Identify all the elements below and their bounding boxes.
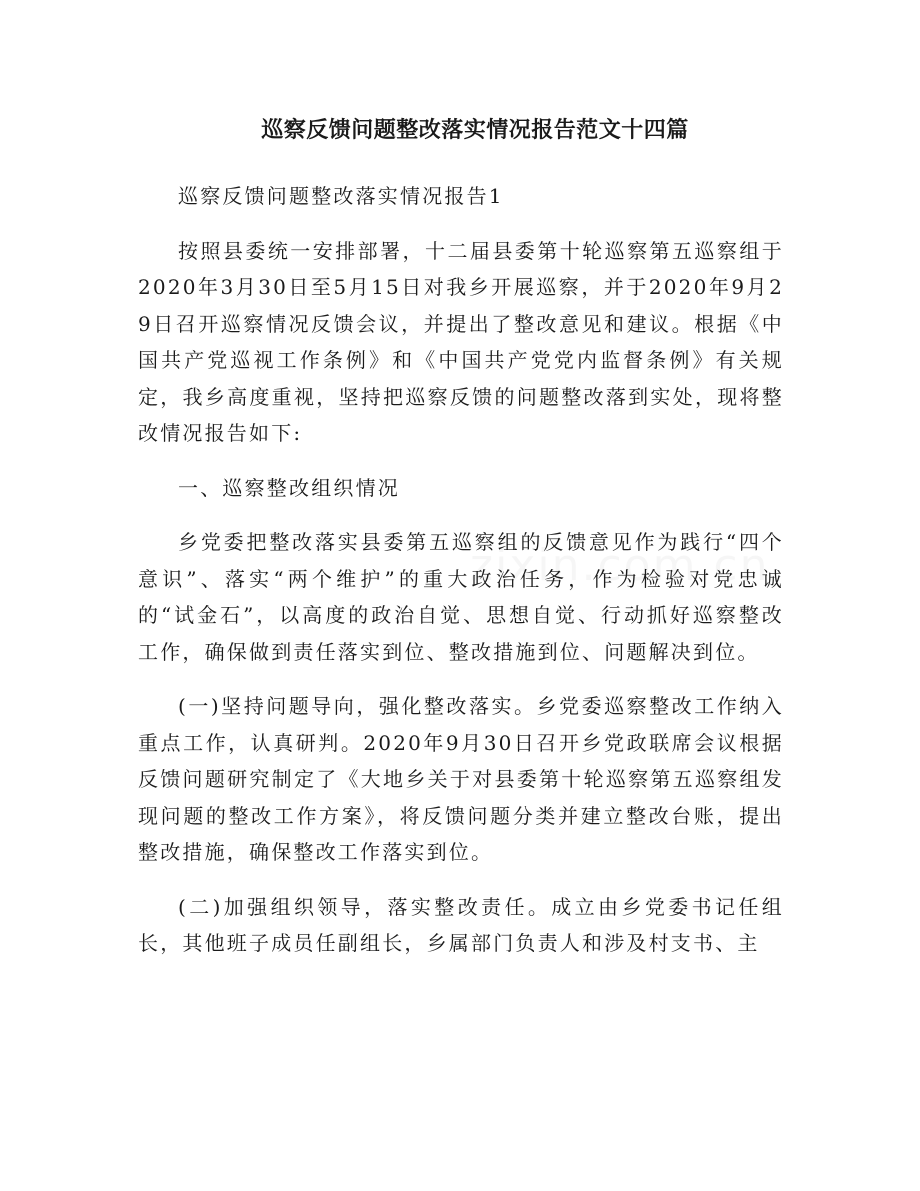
document-title: 巡察反馈问题整改落实情况报告范文十四篇 bbox=[261, 118, 689, 143]
paragraph-leadership: (二)加强组织领导，落实整改责任。成立由乡党委书记任组长，其他班子成员任副组长，乡属部门负责人和涉及村支书、主 bbox=[138, 894, 784, 955]
heading-organization: 一、巡察整改组织情况 bbox=[178, 475, 400, 500]
paragraph-party-committee: 乡党委把整改落实县委第五巡察组的反馈意见作为践行“四个意识”、落实“两个维护”的重大政治任务，作为检验对党忠诚的“试金石”，以高度的政治自觉、思想自觉、行动抓好巡察整改工作，确保做到责任落实到位、整改措施到位、问题解决到位。 bbox=[138, 530, 784, 664]
section-title: 巡察反馈问题整改落实情况报告1 bbox=[178, 184, 504, 208]
document-body bbox=[138, 178, 784, 962]
paragraph-problem-oriented: (一)坚持问题导向，强化整改落实。乡党委巡察整改工作纳入重点工作，认真研判。2020年9月30日召开乡党政联席会议根据反馈问题研究制定了《大地乡关于对县委第十轮巡察第五巡察组发现问题的整改工作方案》，将反馈问题分类并建立整改台账，提出整改措施，确保整改工作落实到位。 bbox=[138, 694, 784, 864]
paragraph-intro: 按照县委统一安排部署，十二届县委第十轮巡察第五巡察组于2020年3月30日至5月15日对我乡开展巡察，并于2020年9月29日召开巡察情况反馈会议，并提出了整改意见和建议。根据《中国共产党巡视工作条例》和《中国共产党党内监督条例》有关规定，我乡高度重视，坚持把巡察反馈的问题整改落到实处，现将整改情况报告如下: bbox=[138, 238, 784, 445]
